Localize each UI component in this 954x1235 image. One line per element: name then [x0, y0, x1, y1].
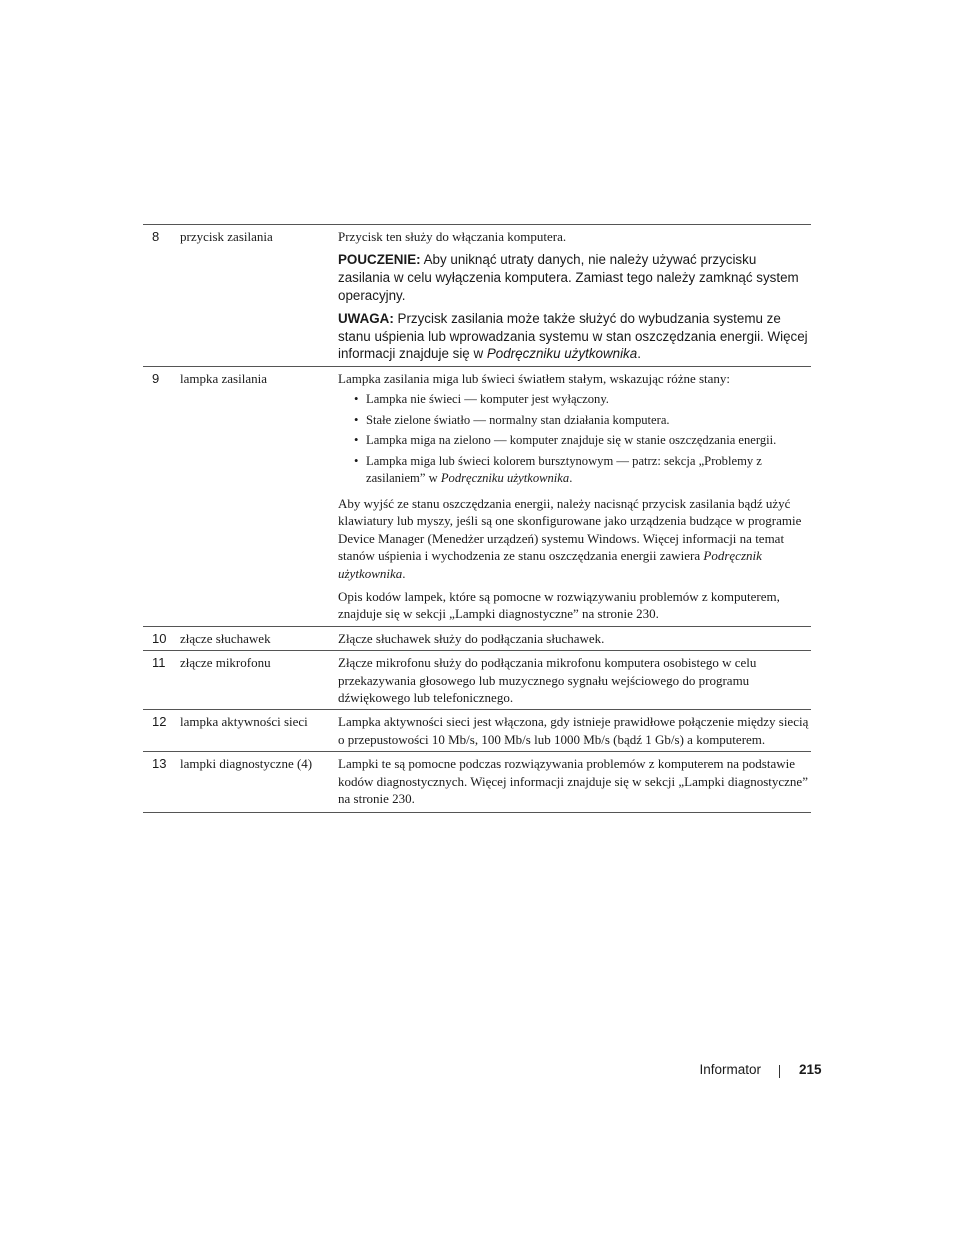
- notice-text: Aby uniknąć utraty danych, nie należy używać przycisku zasilania w celu wyłączenia komputera. Zamiast tego należy zamknąć system operacyjny.: [338, 252, 799, 303]
- state-list: [338, 391, 811, 487]
- row-name: lampka aktywności sieci: [180, 714, 308, 730]
- paragraph-end: .: [402, 565, 406, 581]
- row-description: [338, 710, 811, 751]
- list-item: [338, 453, 811, 487]
- description-text: Lampka aktywności sieci jest włączona, gdy istnieje prawidłowe połączenie między siecią o przepustowości 10 Mb/s, 100 Mb/s lub 1000 Mb/s (bądź 1 Gb/s) a komputerem.: [338, 714, 809, 747]
- list-item: • Lampka nie świeci — komputer jest wyłączony.: [338, 391, 811, 408]
- note-label: UWAGA:: [338, 311, 394, 327]
- table-row: [143, 225, 811, 366]
- row-name: przycisk zasilania: [180, 229, 273, 244]
- note-paragraph: [338, 310, 811, 363]
- row-name: lampki diagnostyczne (4): [180, 756, 313, 772]
- list-item-text: Lampka miga lub świeci kolorem bursztynowym — patrz: sekcja „Problemy z zasilaniem” w: [366, 453, 762, 485]
- page-number: 215: [799, 1062, 822, 1077]
- row-number: 11: [152, 655, 166, 671]
- note-end: .: [637, 346, 641, 362]
- paragraph-text: Aby wyjść ze stanu oszczędzania energii, należy nacisnąć przycisk zasilania bądź użyć klawiatury lub myszy, jeśli są one skonfigurowane jako urządzenia budzące w programie Device Manager (Menedżer urządzeń) systemu Windows. Więcej informacji na temat stanów uśpienia i wychodzenia ze stanu oszczędzania energii zawiera: [338, 495, 802, 564]
- list-item: • Lampka miga na zielono — komputer znajduje się w stanie oszczędzania energii.: [338, 432, 811, 449]
- row-description: [338, 627, 811, 650]
- row-name: złącze mikrofonu: [180, 655, 271, 671]
- row-number: 12: [152, 714, 167, 730]
- table-row: [143, 650, 811, 709]
- table-row: [143, 366, 811, 626]
- note-text: Przycisk zasilania może także służyć do wybudzania systemu ze stanu uśpienia lub wprowadzania systemu w stan oszczędzania energii. Więcej informacji znajduje się w: [338, 311, 808, 362]
- description-text: Złącze mikrofonu służy do podłączania mikrofonu komputera osobistego w celu przekazywania głosowego lub muzycznego sygnału wejściowego do programu dźwiękowego lub telefonicznego.: [338, 655, 757, 705]
- footer-separator: [779, 1065, 780, 1078]
- table-row: [143, 626, 811, 650]
- page-footer: [0, 1061, 954, 1081]
- footer-section-title: Informator: [699, 1062, 761, 1077]
- notice-label: POUCZENIE:: [338, 252, 421, 268]
- row-description: [338, 225, 811, 366]
- row-number: 13: [152, 756, 167, 772]
- note-italic-ref: Podręczniku użytkownika: [486, 346, 638, 362]
- paragraph-italic-ref: Podręcznik użytkownika: [338, 548, 762, 581]
- row-name: lampka zasilania: [180, 370, 267, 386]
- list-item: • Stałe zielone światło — normalny stan działania komputera.: [338, 412, 811, 429]
- description-text: Lampki te są pomocne podczas rozwiązywania problemów z komputerem na podstawie kodów diagnostycznych. Więcej informacji znajduje się w sekcji „Lampki diagnostyczne” na stronie 230.: [338, 756, 808, 806]
- row-description: [338, 651, 811, 709]
- spec-table: [143, 224, 811, 813]
- description-paragraph: Opis kodów lampek, które są pomocne w rozwiązywaniu problemów z komputerem, znajduje się w sekcji „Lampki diagnostyczne” na stronie 230.: [338, 588, 780, 622]
- table-row: [143, 709, 811, 751]
- list-item-italic-ref: Podręczniku użytkownika: [440, 470, 570, 485]
- list-item-end: .: [569, 470, 573, 485]
- description-text: Przycisk ten służy do włączania komputera.: [338, 229, 567, 244]
- row-number: 10: [152, 630, 167, 646]
- description-intro: Lampka zasilania miga lub świeci światłem stałym, wskazując różne stany:: [338, 370, 731, 386]
- row-description: [338, 752, 811, 812]
- row-description: [338, 367, 811, 626]
- table-row: [143, 751, 811, 812]
- row-name: złącze słuchawek: [180, 630, 271, 646]
- row-number: 8: [152, 229, 160, 244]
- notice-paragraph: [338, 251, 811, 304]
- description-text: Złącze słuchawek służy do podłączania słuchawek.: [338, 630, 605, 646]
- row-number: 9: [152, 370, 160, 386]
- description-paragraph: [338, 495, 811, 582]
